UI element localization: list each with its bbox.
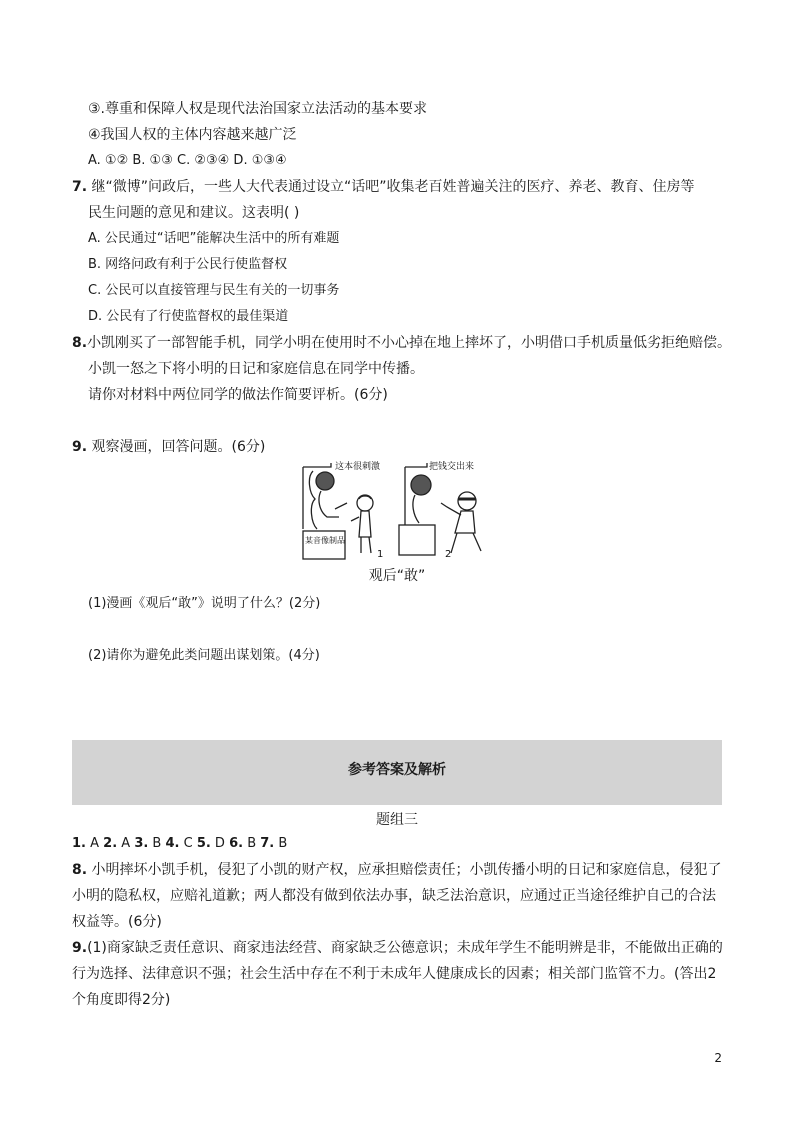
mc-answer-num: 3. [134, 836, 149, 851]
mc-answer-value: D [210, 836, 230, 851]
answer-9-number: 9. [72, 940, 88, 956]
cartoon-caption-1: 这本很刺激 [335, 462, 381, 472]
mc-answer-value: B [243, 836, 261, 851]
mc-answer-num: 7. [260, 836, 275, 851]
q9-stem [72, 437, 265, 457]
cartoon-panel-1-label: 1 [377, 549, 384, 560]
answers-group-title: 题组三 [376, 812, 418, 828]
mc-answer-value: C [179, 836, 197, 851]
q7-stem-text: 继“微博”问政后，一些人大代表通过设立“话吧”收集老百姓普遍关注的医疗、养老、教育、住房等 [87, 179, 695, 195]
q9-subquestion-1: (1)漫画《观后“敢”》说明了什么？(2分) [88, 596, 321, 611]
answer-8-text: 小明摔坏小凯手机，侵犯了小凯的财产权，应承担赔偿责任；小凯传播小明的日记和家庭信息，侵犯了 [87, 862, 722, 878]
mc-answer-num: 4. [165, 836, 180, 851]
answer-8-line3: 权益等。(6分) [72, 914, 162, 930]
mc-answer-num: 5. [196, 836, 211, 851]
q6-option-4: ④我国人权的主体内容越来越广泛 [88, 127, 297, 143]
q9-number: 9. [72, 439, 88, 455]
q7-stem-line1 [72, 177, 695, 197]
q8-line1 [72, 333, 731, 353]
q7-option-d: D. 公民有了行使监督权的最佳渠道 [88, 309, 289, 324]
q7-number: 7. [72, 179, 88, 195]
answer-8-number: 8. [72, 862, 88, 878]
cartoon-title: 观后“敢” [368, 568, 426, 584]
cartoon-shop-sign: 某音像制品 [305, 536, 345, 545]
q6-choices: A. ①② B. ①③ C. ②③④ D. ①③④ [88, 153, 287, 168]
answers-header-title: 参考答案及解析 [348, 762, 446, 778]
mc-answers-row [72, 834, 287, 854]
q8-line3: 请你对材料中两位同学的做法作简要评析。(6分) [88, 387, 388, 403]
q8-text: 小凯刚买了一部智能手机，同学小明在使用时不小心掉在地上摔坏了，小明借口手机质量低劣拒绝赔偿。 [87, 335, 732, 351]
answer-8-line2: 小明的隐私权，应赔礼道歉；两人都没有做到依法办事，缺乏法治意识，应通过正当途径维护自己的合法 [72, 888, 716, 904]
q8-number: 8. [72, 335, 88, 351]
q9-stem-text: 观察漫画，回答问题。(6分) [87, 439, 266, 455]
cartoon-image [295, 459, 505, 563]
mc-answer-num: 6. [229, 836, 244, 851]
mc-answer-value: B [148, 836, 166, 851]
mc-answer-value: A [85, 836, 104, 851]
answer-9-line3: 个角度即得2分) [72, 992, 171, 1008]
mc-answer-value: A [117, 836, 135, 851]
q7-stem-line2: 民生问题的意见和建议。这表明( ) [88, 205, 300, 221]
answer-9-line2: 行为选择、法律意识不强；社会生活中存在不利于未成年人健康成长的因素；相关部门监管不力。(答出2 [72, 966, 717, 982]
cartoon-panel-2-label: 2 [445, 549, 452, 560]
page-number: 2 [714, 1051, 722, 1065]
q6-option-3: ③.尊重和保障人权是现代法治国家立法活动的基本要求 [88, 101, 427, 117]
mc-answer-value: B [274, 836, 288, 851]
cartoon-caption-2: 把钱交出来 [429, 462, 475, 472]
q7-option-b: B. 网络问政有利于公民行使监督权 [88, 257, 288, 272]
q9-subquestion-2: (2)请你为避免此类问题出谋划策。(4分) [88, 648, 320, 663]
answer-9-text: (1)商家缺乏责任意识、商家违法经营、商家缺乏公德意识；未成年学生不能明辨是非，不能做出正确的 [87, 940, 723, 956]
q7-option-a: A. 公民通过“话吧”能解决生活中的所有难题 [88, 231, 340, 246]
q7-option-c: C. 公民可以直接管理与民生有关的一切事务 [88, 283, 340, 298]
answer-9-line1 [72, 938, 723, 958]
mc-answer-num: 1. [72, 836, 86, 851]
answer-8-line1 [72, 860, 722, 880]
mc-answer-num: 2. [103, 836, 118, 851]
q8-line2: 小凯一怒之下将小明的日记和家庭信息在同学中传播。 [88, 361, 424, 377]
answers-header-bar [72, 740, 722, 805]
